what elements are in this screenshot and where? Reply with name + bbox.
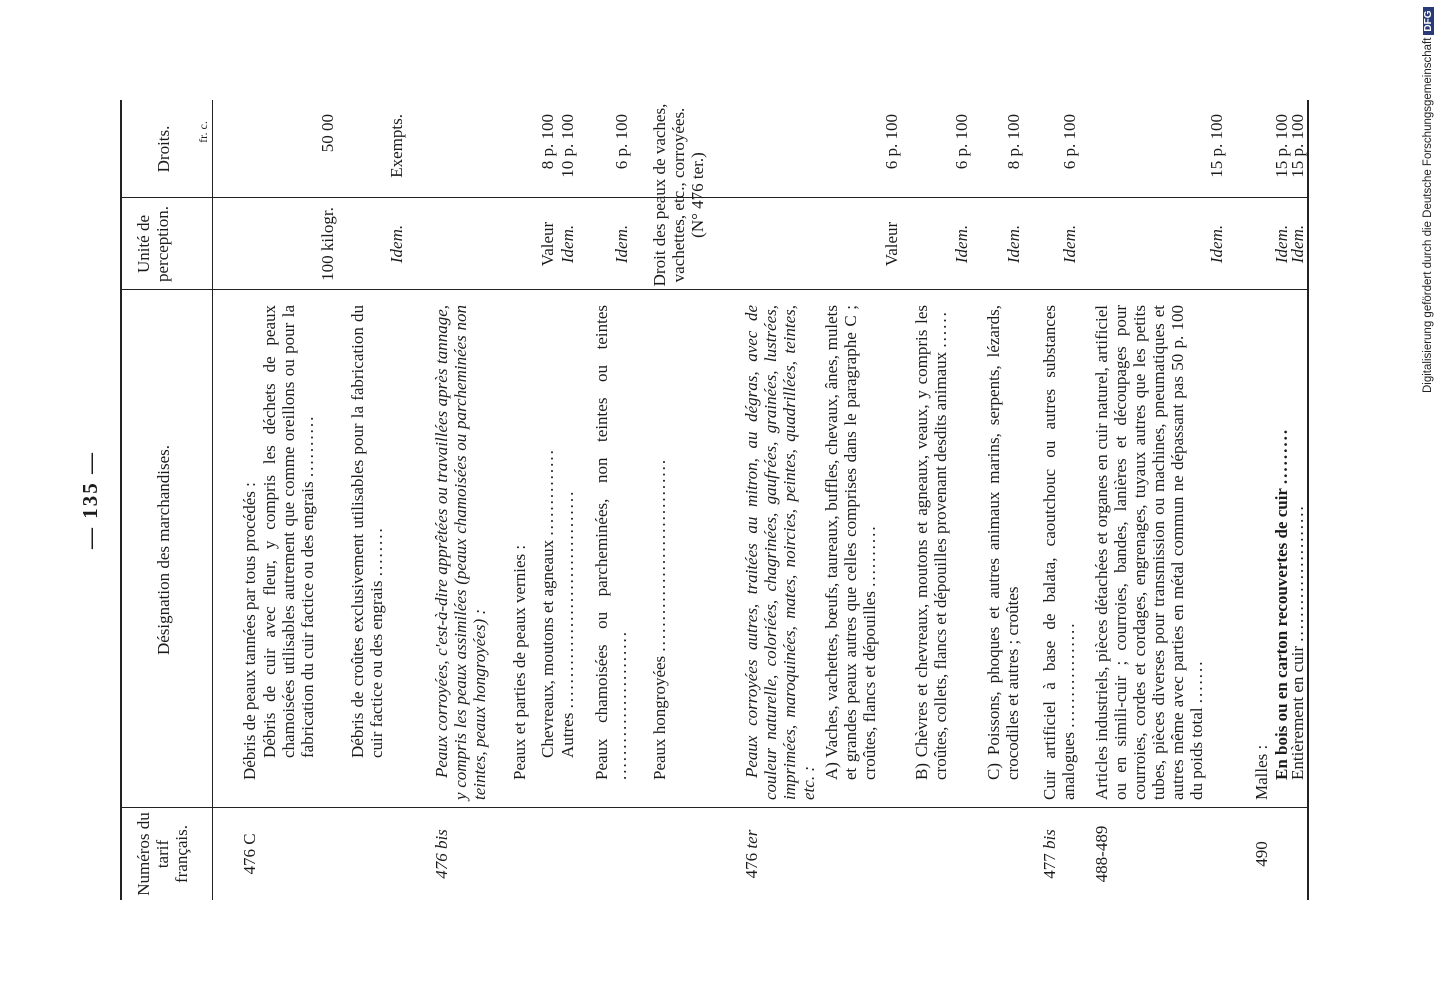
header-designation: Désignation des marchandises. [154, 444, 173, 656]
unit: Valeur [538, 221, 557, 267]
description: Débris de croûtes exclusivement utilisables pour la fabrication du cuir factice ou des engrais ........ [348, 305, 386, 758]
duty: 6 p. 100 [952, 114, 971, 170]
description: Entièrement en cuir ...................... [1288, 504, 1307, 780]
column-rule [122, 807, 1307, 808]
funding-note-text: Digitalisierung gefördert durch die Deutsche Forschungsgemeinschaft [1422, 37, 1434, 393]
description: Chevreaux, moutons et agneaux .............. [538, 448, 557, 758]
duty: 8 p. 100 [538, 114, 557, 170]
duty: 50 00 [318, 114, 337, 153]
description: Cuir artificiel à base de balata, caoutchouc ou autres substances analogues ................. [1040, 305, 1078, 800]
header-rule [212, 100, 213, 900]
header-droits: Droits. [154, 125, 173, 173]
tariff-number: 488-489 [1092, 825, 1111, 883]
duty: 10 p. 100 [558, 114, 577, 178]
description: Peaux et parties de peaux vernies : [510, 544, 529, 780]
column-rule [122, 197, 1307, 198]
column-rule [122, 289, 1307, 290]
description: Autres ................................... [558, 489, 577, 758]
unit: Idem. [612, 224, 631, 264]
duty: 6 p. 100 [1060, 114, 1079, 170]
tariff-number: 476 ter [742, 829, 761, 879]
dfg-badge: DFG [1423, 7, 1434, 34]
description: Débris de peaux tannées par tous procédés : [240, 482, 259, 780]
duty: 15 p. 100 [1288, 114, 1307, 178]
description: Peaux hongroyées ............................... [650, 457, 669, 780]
unit: Idem. [1272, 224, 1291, 264]
funding-note [1412, 8, 1432, 393]
tariff-number: 477 bis [1040, 829, 1059, 879]
description: B) Chèvres et chevreaux, moutons et agneaux, veaux, y compris les croûtes, collets, flancs et dépouilles provenant desdits animaux ...... [912, 305, 950, 780]
tariff-number: 490 [1252, 841, 1271, 867]
unit: Idem. [952, 224, 971, 264]
header-numeros: Numéros du tarif français. [134, 812, 191, 896]
description: Peaux chamoisées ou parcheminées, non teintes ou teintes ........................ [592, 305, 630, 780]
duty: 6 p. 100 [612, 114, 631, 170]
unit: Idem. [1207, 224, 1226, 264]
description: Articles industriels, pièces détachées et organes en cuir naturel, artificiel ou en simili-cuir ; courroies, bandes, lanières et découpages pour courroies, cordes et cordages, engrenages, tuyaux autres que les petits tubes, pièces diverses pour transmission ou machines, pneumatiques et autres même avec parties en métal commun ne dépassant pas 50 p. 100 du poids total ....... [1092, 305, 1206, 800]
duty: Exempts. [387, 114, 406, 178]
header-unite: Unité de perception. [134, 206, 172, 282]
unit: Idem. [1060, 224, 1079, 264]
tariff-number: 476 C [240, 833, 259, 875]
duty: 15 p. 100 [1272, 114, 1291, 178]
description: Peaux corroyées autres, traitées au mitron, au dégras, avec de couleur naturelle, coloriées, chagrinées, gaufrées, grainées, lustrées, imprimées, maroquinées, mates, noircies, peintes, quadrillées, teintes, etc. : [742, 305, 818, 800]
description: Peaux corroyées, c'est-à-dire apprêtées ou travaillées après tannage, y compris les peaux assimilées (peaux chamoisées ou parcheminées non teintes, peaux hongroyées) : [432, 305, 489, 800]
page-number: — 135 — [78, 451, 102, 549]
description: Débris de cuir avec fleur, y compris les déchets de peaux chamoisées utilisables autrement que comme oreillons ou pour la fabrication du cuir factice ou des engrais .......... [260, 305, 317, 758]
tariff-number: 476 bis [432, 829, 451, 879]
unit: Idem. [1288, 224, 1307, 264]
unit: Idem. [387, 224, 406, 264]
duty: 6 p. 100 [882, 114, 901, 170]
description: En bois ou en carton recouvertes de cuir ......... [1272, 427, 1291, 780]
description: Malles : [1252, 744, 1271, 800]
currency-marks: fr. c. [196, 121, 210, 143]
unit: Idem. [558, 224, 577, 264]
description: A) Vaches, vachettes, bœufs, taureaux, buffles, chevaux, ânes, mulets et grandes peaux autres que celles comprises dans le paragraphe C ; croûtes, flancs et dépouilles .......... [822, 305, 879, 780]
unit: Idem. [1004, 224, 1023, 264]
description: C) Poissons, phoques et autres animaux marins, serpents, lézards, crocodiles et autres ; croûtes [984, 305, 1022, 780]
duty: 8 p. 100 [1004, 114, 1023, 170]
unit: Valeur [882, 221, 901, 267]
duty-note: Droit des peaux de vaches, vachettes, etc., corroyées. (N° 476 ter.) [650, 103, 707, 287]
duty: 15 p. 100 [1207, 114, 1226, 178]
tariff-table [120, 100, 1309, 900]
unit: 100 kilogr. [318, 207, 337, 281]
